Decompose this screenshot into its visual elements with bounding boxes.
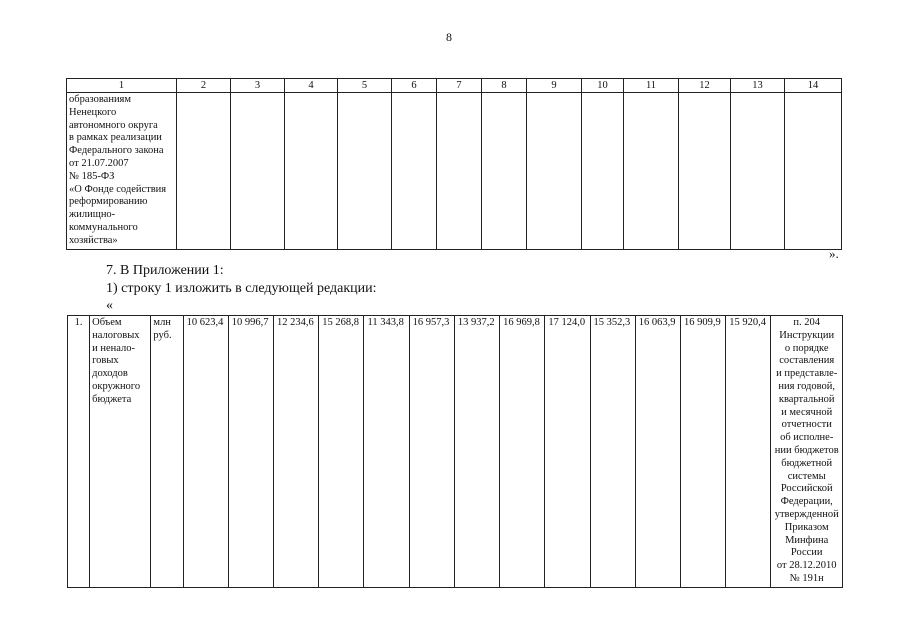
empty-cell	[785, 93, 842, 250]
row-number: 1.	[68, 316, 90, 588]
column-number: 14	[785, 79, 842, 93]
value-cell: 15 352,3	[590, 316, 635, 588]
value-cell: 17 124,0	[545, 316, 590, 588]
column-number: 1	[67, 79, 177, 93]
empty-cell	[624, 93, 679, 250]
value-cell: 10 623,4	[183, 316, 228, 588]
replacement-table	[67, 315, 843, 588]
empty-cell	[392, 93, 437, 250]
value-cell: 11 343,8	[364, 316, 409, 588]
column-number: 13	[731, 79, 785, 93]
paragraph-instruction: 1) строку 1 изложить в следующей редакции:	[106, 281, 377, 296]
column-number: 11	[624, 79, 679, 93]
empty-cell	[437, 93, 482, 250]
column-number: 4	[285, 79, 338, 93]
unit-cell: млн руб.	[151, 316, 183, 588]
empty-cell	[679, 93, 731, 250]
continuation-table	[66, 78, 842, 250]
paragraph-appendix: 7. В Приложении 1:	[106, 263, 224, 278]
empty-cell	[285, 93, 338, 250]
column-number: 8	[482, 79, 527, 93]
value-cell: 16 909,9	[680, 316, 725, 588]
value-cell: 16 957,3	[409, 316, 454, 588]
value-cell: 16 969,8	[500, 316, 545, 588]
column-number: 7	[437, 79, 482, 93]
empty-cell	[527, 93, 582, 250]
column-number: 10	[582, 79, 624, 93]
empty-cell	[177, 93, 231, 250]
value-cell: 13 937,2	[454, 316, 499, 588]
empty-cell	[338, 93, 392, 250]
empty-cell	[731, 93, 785, 250]
source-reference: п. 204 Инструкции о порядке составления и представле- ния годовой, квартальной и месячной отчетности об исполне- нии бюджетов бюджетной системы Российской Федерации, утвержденной Приказом Минфина России от 28.12.2010 № 191н	[771, 316, 843, 588]
table-row	[67, 93, 842, 250]
value-cell: 15 920,4	[726, 316, 771, 588]
indicator-name: Объем налоговых и ненало- говых доходов окружного бюджета	[90, 316, 151, 588]
empty-cell	[582, 93, 624, 250]
page-number: 8	[446, 30, 452, 44]
value-cell: 12 234,6	[274, 316, 319, 588]
value-cell: 16 063,9	[635, 316, 680, 588]
table-row	[68, 316, 843, 588]
empty-cell	[231, 93, 285, 250]
value-cell: 10 996,7	[228, 316, 273, 588]
closing-quote: ».	[829, 246, 839, 261]
column-number: 3	[231, 79, 285, 93]
value-cell: 15 268,8	[319, 316, 364, 588]
row-description: образованиям Ненецкого автономного округа в рамках реализации Федерального закона от 21.07.2007 № 185-ФЗ «О Фонде содействия реформированию жилищно- коммунального хозяйства»	[67, 93, 177, 250]
column-number: 12	[679, 79, 731, 93]
opening-quote: «	[106, 298, 113, 313]
table-header-row	[67, 79, 842, 93]
empty-cell	[482, 93, 527, 250]
column-number: 5	[338, 79, 392, 93]
column-number: 6	[392, 79, 437, 93]
column-number: 9	[527, 79, 582, 93]
column-number: 2	[177, 79, 231, 93]
